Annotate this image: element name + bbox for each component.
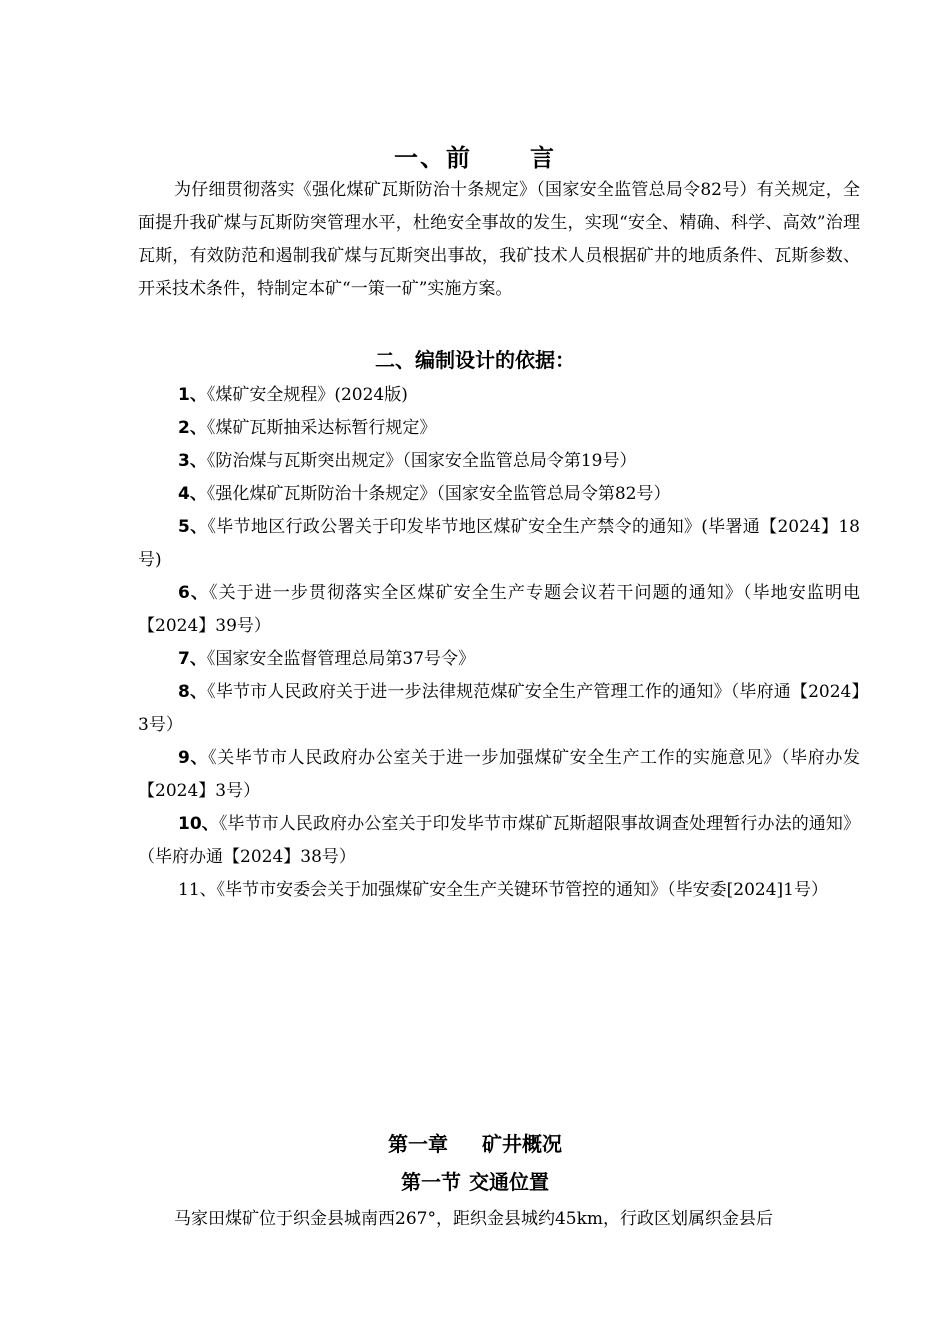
list-item-text: 《强化煤矿瓦斯防治十条规定》（国家安全监管总局令第82号） xyxy=(206,484,671,504)
list-item xyxy=(138,643,860,676)
list-item-text: 《关于进一步贯彻落实全区煤矿安全生产专题会议若干问题的通知》（毕地安监明电【2024】39号） xyxy=(138,583,860,636)
list-item-text: 《毕节市人民政府办公室关于印发毕节市煤矿瓦斯超限事故调查处理暂行办法的通知》（毕府办通【2024】38号） xyxy=(138,814,860,867)
list-item-text: 《毕节市安委会关于加强煤矿安全生产关键环节管控的通知》（毕安委[2024]1号） xyxy=(216,880,828,900)
preface-heading-left: 一、前 xyxy=(394,144,472,172)
list-item-text: 《关毕节市人民政府办公室关于进一步加强煤矿安全生产工作的实施意见》（毕府办发【2024】3号） xyxy=(138,748,860,801)
section-label: 第一节 xyxy=(401,1170,461,1194)
preface-heading xyxy=(0,138,950,173)
chapter-label: 第一章 xyxy=(388,1132,448,1156)
list-item-number: 4、 xyxy=(178,484,207,504)
basis-heading: 二、编制设计的依据： xyxy=(375,348,575,372)
list-item-text: 《煤矿瓦斯抽采达标暂行规定》 xyxy=(206,418,437,438)
basis-list xyxy=(138,379,860,907)
list-item-number: 2、 xyxy=(178,418,207,438)
chapter-title: 矿井概况 xyxy=(482,1132,562,1156)
list-item xyxy=(138,874,860,907)
list-item-number: 8、 xyxy=(178,682,208,702)
list-item xyxy=(138,742,860,808)
list-item xyxy=(138,808,860,874)
list-item-number: 9、 xyxy=(178,748,209,768)
list-item xyxy=(138,412,860,445)
list-item xyxy=(138,511,860,577)
list-item-text: 《防治煤与瓦斯突出规定》（国家安全监管总局令第19号） xyxy=(206,451,637,471)
list-item-number: 5、 xyxy=(178,517,208,537)
list-item-text: 《国家安全监督管理总局第37号令》 xyxy=(206,649,475,669)
section-heading xyxy=(0,1166,950,1195)
list-item-number: 7、 xyxy=(178,649,207,669)
chapter-heading xyxy=(0,1128,950,1157)
preface-heading-right: 言 xyxy=(530,144,556,172)
list-item-number: 3、 xyxy=(178,451,207,471)
list-item xyxy=(138,676,860,742)
preface-paragraph: 为仔细贯彻落实《强化煤矿瓦斯防治十条规定》（国家安全监管总局令82号）有关规定，全面提升我矿煤与瓦斯防突管理水平，杜绝安全事故的发生，实现“安全、精确、科学、高效”治理瓦斯，有效防范和遏制我矿煤与瓦斯突出事故，我矿技术人员根据矿井的地质条件、瓦斯参数、开采技术条件，特制定本矿“一策一矿”实施方案。 xyxy=(138,180,860,299)
list-item-number: 6、 xyxy=(178,583,209,603)
list-item-number: 10、 xyxy=(178,814,219,834)
list-item xyxy=(138,445,860,478)
list-item-text: 《毕节地区行政公署关于印发毕节地区煤矿安全生产禁令的通知》(毕署通【2024】18号) xyxy=(138,517,860,570)
list-item xyxy=(138,478,860,511)
section-title: 交通位置 xyxy=(469,1170,549,1194)
list-item-number: 1、 xyxy=(178,385,207,405)
list-item xyxy=(138,379,860,412)
list-item-number: 11、 xyxy=(178,880,217,900)
list-item-text: 《煤矿安全规程》(2024版) xyxy=(206,385,408,405)
section-paragraph: 马家田煤矿位于织金县城南西267°，距织金县城约45km，行政区划属织金县后 xyxy=(174,1209,773,1229)
list-item-text: 《毕节市人民政府关于进一步法律规范煤矿安全生产管理工作的通知》（毕府通【2024】3号） xyxy=(138,682,860,735)
list-item xyxy=(138,577,860,643)
